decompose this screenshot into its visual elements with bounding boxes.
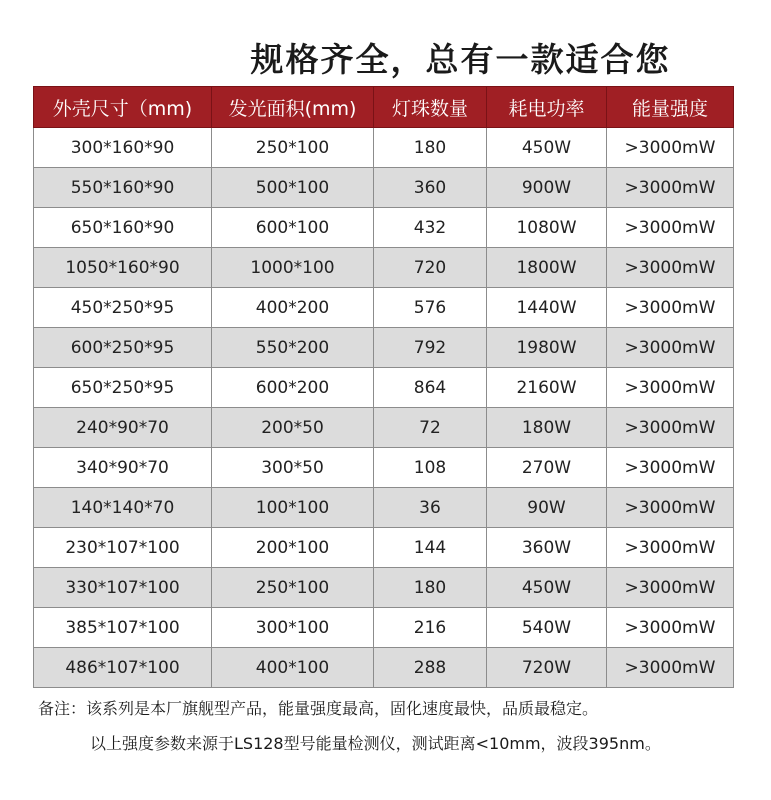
cell-power: 450W — [487, 568, 607, 608]
cell-power: 1800W — [487, 248, 607, 288]
cell-led-count: 36 — [374, 488, 487, 528]
cell-led-count: 180 — [374, 568, 487, 608]
cell-housing-size: 385*107*100 — [34, 608, 212, 648]
cell-power: 360W — [487, 528, 607, 568]
cell-emitting-area: 1000*100 — [212, 248, 374, 288]
table-row — [34, 208, 734, 248]
cell-emitting-area: 600*100 — [212, 208, 374, 248]
cell-emitting-area: 400*100 — [212, 648, 374, 688]
cell-emitting-area: 600*200 — [212, 368, 374, 408]
cell-intensity: >3000mW — [607, 448, 734, 488]
cell-power: 1080W — [487, 208, 607, 248]
table-row — [34, 288, 734, 328]
cell-led-count: 108 — [374, 448, 487, 488]
cell-led-count: 720 — [374, 248, 487, 288]
cell-emitting-area: 100*100 — [212, 488, 374, 528]
cell-emitting-area: 300*50 — [212, 448, 374, 488]
cell-emitting-area: 250*100 — [212, 568, 374, 608]
cell-led-count: 576 — [374, 288, 487, 328]
cell-intensity: >3000mW — [607, 368, 734, 408]
cell-intensity: >3000mW — [607, 488, 734, 528]
table-row — [34, 608, 734, 648]
cell-housing-size: 550*160*90 — [34, 168, 212, 208]
table-row — [34, 568, 734, 608]
cell-power: 1440W — [487, 288, 607, 328]
cell-housing-size: 230*107*100 — [34, 528, 212, 568]
page-title: 规格齐全，总有一款适合您 — [250, 40, 671, 79]
cell-power: 450W — [487, 128, 607, 168]
header-power: 耗电功率 — [487, 87, 607, 128]
cell-power: 180W — [487, 408, 607, 448]
cell-led-count: 216 — [374, 608, 487, 648]
cell-led-count: 72 — [374, 408, 487, 448]
cell-power: 2160W — [487, 368, 607, 408]
cell-led-count: 432 — [374, 208, 487, 248]
cell-power: 900W — [487, 168, 607, 208]
cell-emitting-area: 200*100 — [212, 528, 374, 568]
table-row — [34, 128, 734, 168]
cell-led-count: 180 — [374, 128, 487, 168]
spec-table — [33, 86, 734, 688]
cell-intensity: >3000mW — [607, 648, 734, 688]
cell-housing-size: 340*90*70 — [34, 448, 212, 488]
cell-housing-size: 450*250*95 — [34, 288, 212, 328]
cell-intensity: >3000mW — [607, 168, 734, 208]
table-row — [34, 248, 734, 288]
cell-emitting-area: 500*100 — [212, 168, 374, 208]
cell-led-count: 360 — [374, 168, 487, 208]
table-row — [34, 328, 734, 368]
cell-led-count: 864 — [374, 368, 487, 408]
cell-intensity: >3000mW — [607, 128, 734, 168]
note-line-2: 以上强度参数来源于LS128型号能量检测仪，测试距离<10mm，波段395nm。 — [90, 734, 661, 753]
table-row — [34, 488, 734, 528]
cell-power: 90W — [487, 488, 607, 528]
cell-intensity: >3000mW — [607, 608, 734, 648]
cell-led-count: 144 — [374, 528, 487, 568]
cell-housing-size: 650*160*90 — [34, 208, 212, 248]
cell-intensity: >3000mW — [607, 568, 734, 608]
cell-housing-size: 330*107*100 — [34, 568, 212, 608]
cell-emitting-area: 550*200 — [212, 328, 374, 368]
table-row — [34, 648, 734, 688]
header-emitting-area: 发光面积(mm) — [212, 87, 374, 128]
cell-led-count: 792 — [374, 328, 487, 368]
cell-housing-size: 240*90*70 — [34, 408, 212, 448]
cell-housing-size: 140*140*70 — [34, 488, 212, 528]
header-intensity: 能量强度 — [607, 87, 734, 128]
cell-housing-size: 600*250*95 — [34, 328, 212, 368]
cell-emitting-area: 200*50 — [212, 408, 374, 448]
table-row — [34, 408, 734, 448]
cell-housing-size: 300*160*90 — [34, 128, 212, 168]
header-led-count: 灯珠数量 — [374, 87, 487, 128]
cell-emitting-area: 400*200 — [212, 288, 374, 328]
cell-housing-size: 486*107*100 — [34, 648, 212, 688]
cell-power: 270W — [487, 448, 607, 488]
table-row — [34, 528, 734, 568]
table-row — [34, 448, 734, 488]
header-housing-size: 外壳尺寸（mm) — [34, 87, 212, 128]
cell-power: 1980W — [487, 328, 607, 368]
cell-intensity: >3000mW — [607, 408, 734, 448]
cell-emitting-area: 300*100 — [212, 608, 374, 648]
cell-power: 720W — [487, 648, 607, 688]
cell-intensity: >3000mW — [607, 208, 734, 248]
table-header-row — [34, 87, 734, 128]
note-line-1: 备注：该系列是本厂旗舰型产品，能量强度最高，固化速度最快，品质最稳定。 — [38, 699, 599, 718]
cell-intensity: >3000mW — [607, 288, 734, 328]
cell-intensity: >3000mW — [607, 528, 734, 568]
table-row — [34, 168, 734, 208]
table-body — [34, 128, 734, 688]
cell-intensity: >3000mW — [607, 328, 734, 368]
cell-housing-size: 650*250*95 — [34, 368, 212, 408]
cell-led-count: 288 — [374, 648, 487, 688]
cell-power: 540W — [487, 608, 607, 648]
cell-intensity: >3000mW — [607, 248, 734, 288]
cell-housing-size: 1050*160*90 — [34, 248, 212, 288]
cell-emitting-area: 250*100 — [212, 128, 374, 168]
table-row — [34, 368, 734, 408]
